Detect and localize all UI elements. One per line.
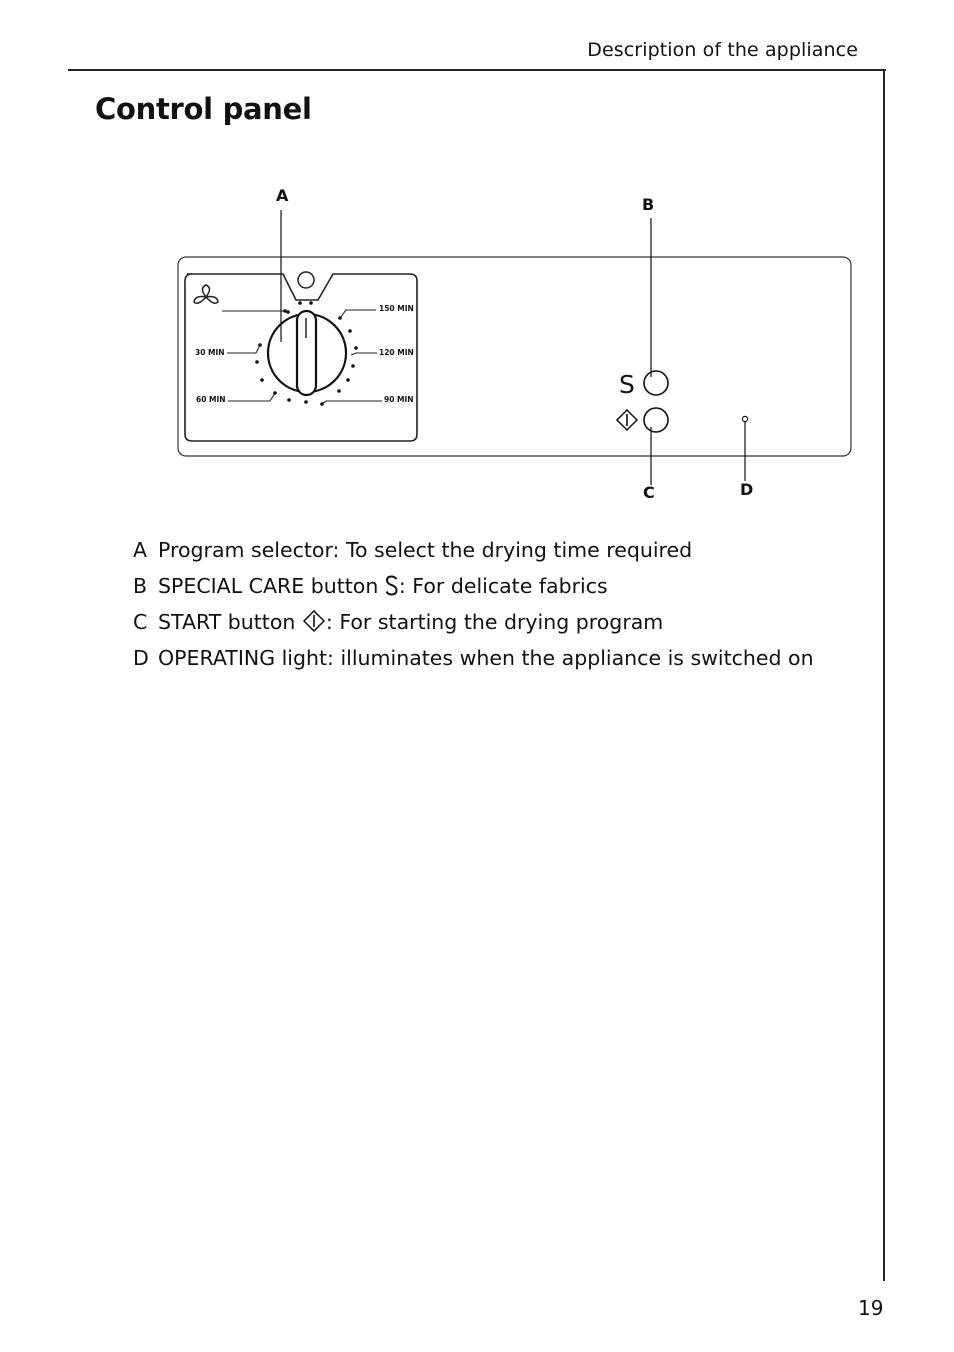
special-care-icon — [385, 575, 399, 596]
start-icon — [617, 410, 637, 430]
legend-key: B — [133, 574, 148, 598]
page-number: 19 — [858, 1296, 884, 1320]
callout-c: C — [643, 483, 655, 502]
operating-light — [742, 416, 747, 421]
legend-item-d — [133, 642, 814, 678]
legend-key: C — [133, 610, 148, 634]
dial-label-120: 120 MIN — [379, 348, 414, 357]
legend-text-suffix: : For delicate fabrics — [398, 574, 608, 598]
legend-list — [133, 534, 814, 678]
legend-text: SPECIAL CARE button — [158, 574, 385, 598]
dial-label-90: 90 MIN — [384, 395, 414, 404]
start-button[interactable] — [644, 408, 668, 432]
legend-item-c — [133, 606, 814, 642]
running-header: Description of the appliance — [587, 39, 858, 61]
legend-key: D — [133, 646, 149, 670]
page-title: Control panel — [95, 92, 312, 126]
indicator-circle — [298, 272, 314, 288]
legend-item-a — [133, 534, 814, 570]
dial-label-60: 60 MIN — [196, 395, 226, 404]
legend-text: Program selector: To select the drying time required — [158, 538, 693, 562]
callout-a: A — [276, 186, 289, 205]
fan-icon — [194, 285, 218, 303]
callout-lines — [281, 210, 745, 485]
control-panel-diagram — [0, 0, 954, 520]
legend-text: START button — [158, 610, 302, 634]
legend-item-b — [133, 570, 814, 606]
start-icon — [302, 610, 326, 632]
legend-text: OPERATING light: illuminates when the appliance is switched on — [158, 646, 814, 670]
special-care-symbol: S — [619, 370, 635, 399]
legend-key: A — [133, 538, 148, 562]
special-care-button[interactable] — [644, 371, 668, 395]
callout-b: B — [642, 195, 655, 214]
dial-label-150: 150 MIN — [379, 304, 414, 313]
dial-label-30: 30 MIN — [195, 348, 225, 357]
callout-d: D — [740, 480, 754, 499]
legend-text-suffix: : For starting the drying program — [325, 610, 664, 634]
